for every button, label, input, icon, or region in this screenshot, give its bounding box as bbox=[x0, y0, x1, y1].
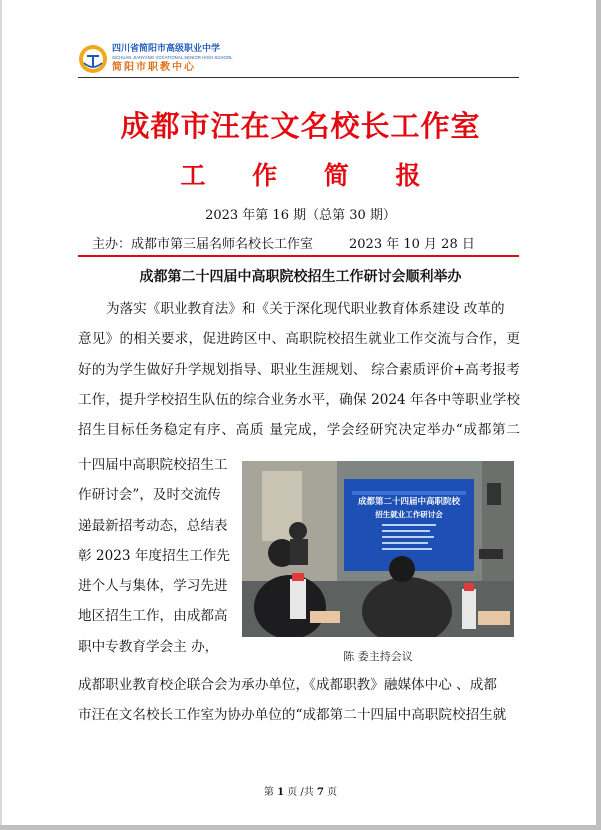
paragraph-line: 意见》的相关要求，促进跨区中、高职院校招生就业工作交流与合作，更 bbox=[78, 331, 520, 348]
paragraph-line: 成都职业教育校企联合会为承办单位，《成都职教》融媒体中心 、成都 bbox=[78, 677, 497, 693]
article-title: 成都第二十四届中高职院校招生工作研讨会顺利举办 bbox=[139, 269, 462, 285]
footer-prefix: 第 bbox=[263, 787, 278, 798]
paragraph-line: 招生目标任务稳定有序、高质 量完成，学会经研究决定举办“成都第二 bbox=[78, 422, 520, 439]
paragraph-line: 为落实《职业教育法》和《关于深化现代职业教育体系建设 改革的 bbox=[106, 301, 505, 317]
header-divider bbox=[78, 77, 519, 78]
page-footer bbox=[0, 783, 601, 798]
paragraph-line: 递最新招考动态，总结表 bbox=[78, 517, 228, 534]
issue-date: 2023 年 10 月 28 日 bbox=[349, 237, 475, 252]
sponsor-line bbox=[92, 233, 475, 252]
red-divider bbox=[78, 255, 519, 257]
paragraph-line: 好的为学生做好升学规划指导、职业生涯规划、 综合素质评价+高考报考 bbox=[78, 361, 520, 378]
paragraph-line: 十四届中高职院校招生工 bbox=[78, 457, 228, 473]
school-emblem-icon bbox=[78, 44, 108, 74]
school-logo bbox=[78, 44, 233, 74]
photo-caption: 陈 委主持会议 bbox=[343, 650, 413, 663]
article-paragraph bbox=[78, 294, 520, 445]
paragraph-line: 市汪在文名校长工作室为协办单位的“成都第二十四届中高职院校招生就 bbox=[78, 707, 507, 724]
paragraph-line: 职中专教育学会主 办， bbox=[78, 638, 219, 655]
paragraph-line: 进个人与集体，学习先进 bbox=[78, 578, 228, 595]
total-page-number: 7 bbox=[316, 787, 324, 798]
document-subtitle: 工 作 简 报 bbox=[180, 161, 421, 190]
paragraph-wrap-column bbox=[78, 450, 238, 662]
footer-suffix: 页 bbox=[323, 787, 338, 798]
paragraph-line: 作研讨会”，及时交流传 bbox=[78, 487, 221, 504]
issue-number: 2023 年第 16 期（总第 30 期） bbox=[205, 208, 396, 223]
meeting-photo-illustration bbox=[242, 461, 514, 637]
screen-title-line1: 成都第二十四届中高职院校 bbox=[357, 497, 461, 507]
logo-english-name: SICHUAN JIANYANG VOCATIONAL SENIOR HIGH SCHOOL bbox=[112, 55, 233, 61]
footer-middle: 页 /共 bbox=[284, 787, 317, 798]
document-title: 成都市汪在文名校长工作室 bbox=[120, 109, 481, 143]
current-page-number: 1 bbox=[277, 787, 285, 798]
screen-title-line2: 招生就业工作研讨会 bbox=[375, 510, 443, 519]
paragraph-line: 工作，提升学校招生队伍的综合业务水平，确保 2024 年各中等职业学校 bbox=[78, 391, 520, 408]
paragraph-line: 地区招生工作，由成都高 bbox=[78, 608, 228, 625]
paragraph-line: 彰 2023 年度招生工作先 bbox=[78, 547, 230, 564]
sponsor-text: 主办：成都市第三届名师名校长工作室 bbox=[92, 237, 314, 252]
article-paragraph-continued bbox=[78, 670, 520, 731]
meeting-photo bbox=[242, 461, 514, 637]
logo-school-name: 四川省简阳市高级职业中学 bbox=[112, 44, 221, 55]
logo-center-name: 简阳市职教中心 bbox=[112, 61, 196, 73]
page-border-bottom bbox=[0, 825, 601, 830]
